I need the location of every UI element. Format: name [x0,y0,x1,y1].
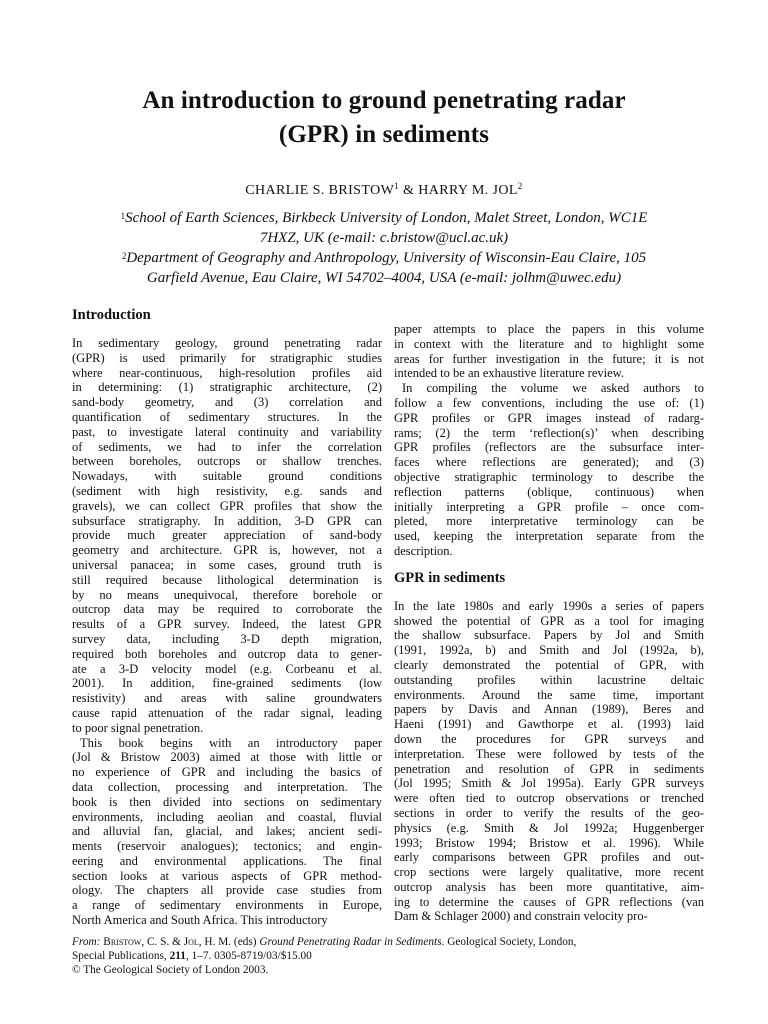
affiliation-mark: 2 [121,251,127,261]
text-line: section looks at various aspects of GPR method- [72,868,382,883]
affiliation [60,249,708,288]
section-heading: Introduction [72,307,151,323]
text-line: areas for further investigation in the future; it is not [394,351,704,366]
text-line: environments. Around the same time, important [394,687,704,702]
author-name: HARRY M. JOL [418,183,518,198]
affiliation-text: 7HXZ, UK (e-mail: c.bristow@ucl.ac.uk) [259,229,509,246]
text-line: outcrop data may be required to corroborate the [72,602,382,617]
text-line: (GPR) is used primarily for stratigraphic studies [72,350,382,365]
text-line: sand-body geometry, and (3) correlation and [72,395,382,410]
footer-from-label: From: [72,936,101,948]
text-line: between boreholes, outcrops or shallow trenches. [72,454,382,469]
text-line: past, to investigate lateral continuity and variability [72,424,382,439]
text-line: provide much greater appreciation of sand-body [72,528,382,543]
text-line: in determining: (1) stratigraphic architecture, (2) [72,380,382,395]
text-line: In compiling the volume we asked authors to [402,381,704,396]
text-line: subsurface stratigraphy. In addition, 3-D GPR can [72,513,382,528]
left-column [72,306,382,928]
footer-volume: 211 [169,950,186,962]
text-line: rams; (2) the term ‘reflection(s)’ when describing [394,425,704,440]
paragraph [72,336,382,736]
text-line: description. [394,543,453,558]
text-line: In the late 1980s and early 1990s a series of papers [394,598,704,613]
text-line: results of a GPR survey. Indeed, the latest GPR [72,617,382,632]
text-line: faces where reflections are generated); and (3) [394,455,704,470]
text-line: paper attempts to place the papers in this volume [394,322,704,336]
text-line: eering and environmental applications. The final [72,853,382,868]
text-line: and alluvial fan, glacial, and lakes; ancient sedi- [72,824,382,839]
text-line: GPR profiles or GPR images instead of radarg- [394,410,704,425]
text-line: Haeni (1991) and Gawthorpe et al. (1993) laid [394,717,704,732]
text-line: survey data, including 3-D depth migration, [72,631,382,646]
paragraph [72,736,382,928]
text-line: intended to be an exhaustive literature review. [394,366,624,381]
text-line: North America and South Africa. This introductory [72,913,328,928]
text-line: papers by Davis and Annan (1989), Beres and [394,702,704,717]
text-line: required both boreholes and outcrop data to gener- [72,646,382,661]
text-line: reflection patterns (oblique, continuous) when [394,484,704,499]
footer-editors: Bristow, C. S. & Jol, H. M. [103,936,232,948]
text-line: no experience of GPR and including the basics of [72,765,382,780]
footer-copyright: © The Geological Society of London 2003. [72,964,269,976]
section-heading: GPR in sediments [394,569,506,586]
text-line: ments (reservoir analogues); tectonics; and engin- [72,839,382,854]
text-line: were often tied to outcrop observations or trenched [394,791,704,806]
footer-series: Special Publications, [72,950,170,962]
text-line: environments, including aeolian and coastal, fluvial [72,809,382,824]
text-line: data collection, processing and interpretation. The [72,779,382,794]
paragraph [394,381,704,559]
text-line: follow a few conventions, including the use of: (1) [394,395,704,410]
footer-series-rest: , 1–7. 0305-8719/03/$15.00 [185,950,312,962]
footer-citation [72,935,704,977]
text-line: gravels), we can collect GPR profiles that show the [72,498,382,513]
text-line: In sedimentary geology, ground penetrating radar [72,336,382,350]
text-line: interpretation. These were followed by tests of the [394,746,704,761]
text-line: pleted, more interpretative terminology can be [394,514,704,529]
text-line: objective stratigraphic terminology to describe the [394,469,704,484]
text-line: outstanding profiles within lacustrine deltaic [394,672,704,687]
text-line: ing to determine the causes of GPR reflections (van [394,894,704,909]
text-line: still required because lithological determination is [72,572,382,587]
text-line: Nowadays, with suitable ground conditions [72,469,382,484]
text-line: ate a 3-D velocity model (e.g. Corbeanu et al. [72,661,382,676]
footer-eds: (eds) [231,936,260,948]
text-line: outcrop analysis has been more quantitative, aim- [394,879,704,894]
text-line: a range of sedimentary environments in Europe, [72,898,382,913]
author-affiliation-mark: 1 [394,181,400,191]
text-line: where near-continuous, high-resolution profiles aid [72,365,382,380]
text-line: by no means unequivocal, therefore borehole or [72,587,382,602]
text-line: in context with the literature and to highlight some [394,336,704,351]
text-line: crop sections were largely qualitative, more recent [394,865,704,880]
text-line: cause rapid attenuation of the radar signal, leading [72,705,382,720]
text-line: Dam & Schlager 2000) and constrain velocity pro- [394,909,648,924]
text-line: 2001). In addition, fine-grained sediments (low [72,676,382,691]
text-line: physics (e.g. Smith & Jol 1992a; Huggenberger [394,820,704,835]
text-line: of sediments, we had to infer the correlation [72,439,382,454]
text-line: down the procedures for GPR surveys and [394,731,704,746]
text-line: clearly demonstrated the potential of GPR, with [394,657,704,672]
text-line: penetration and resolution of GPR in sediments [394,761,704,776]
title-line: (GPR) in sediments [278,121,490,148]
text-line: the shallow subsurface. Papers by Jol and Smith [394,628,704,643]
text-line: ology. The chapters all provide case studies from [72,883,382,898]
text-line: quantification of sedimentary structures. In the [72,409,382,424]
affiliation-text: School of Earth Sciences, Birkbeck University of London, Malet Street, London, WC1E [125,210,648,226]
text-line: to poor signal penetration. [72,720,204,735]
title-line: An introduction to ground penetrating radar [142,87,626,114]
text-line: book is then divided into sections on sedimentary [72,794,382,809]
text-line: 1993; Bristow 1994; Bristow et al. 1996). While [394,835,704,850]
text-line: This book begins with an introductory paper [80,735,382,750]
text-line: (1991, 1992a, b) and Smith and Jol (1992a, b), [394,643,704,658]
paper-title [40,84,728,152]
text-line: resistivity) and areas with saline groundwaters [72,691,382,706]
text-line: GPR profiles (reflectors are the subsurface inter- [394,440,704,455]
text-line: sections in order to verify the results of the geo- [394,805,704,820]
right-column [394,322,704,924]
text-line: (Jol & Bristow 2003) aimed at those with little or [72,750,382,765]
affiliation-text: Department of Geography and Anthropology, University of Wisconsin-Eau Claire, 105 [126,250,647,266]
affiliation-text: Garfield Avenue, Eau Claire, WI 54702–4004, USA (e-mail: jolhm@uwec.edu) [146,269,622,286]
paragraph [394,322,704,381]
text-line: (sediment with high resistivity, e.g. sands and [72,483,382,498]
footer-publisher: . Geological Society, London, [441,936,577,948]
affiliation [60,209,708,248]
author-name: CHARLIE S. BRISTOW [245,183,395,198]
text-line: (Jol 1995; Smith & Jol 1995a). Early GPR surveys [394,776,704,791]
text-line: early comparisons between GPR profiles and out- [394,850,704,865]
text-line: geometry and architecture. GPR is, however, not a [72,543,382,558]
text-line: initially interpreting a GPR profile – once com- [394,499,704,514]
text-line: showed the potential of GPR as a tool for imaging [394,613,704,628]
text-line: used, keeping the interpretation separate from the [394,529,704,544]
footer-book-title: Ground Penetrating Radar in Sediments [259,936,442,948]
author-separator: & [399,183,419,198]
author-list [40,183,728,199]
text-line: universal panacea; in some cases, ground truth is [72,557,382,572]
paragraph [394,599,704,925]
affiliation-mark: 1 [120,211,126,221]
author-affiliation-mark: 2 [517,181,523,191]
